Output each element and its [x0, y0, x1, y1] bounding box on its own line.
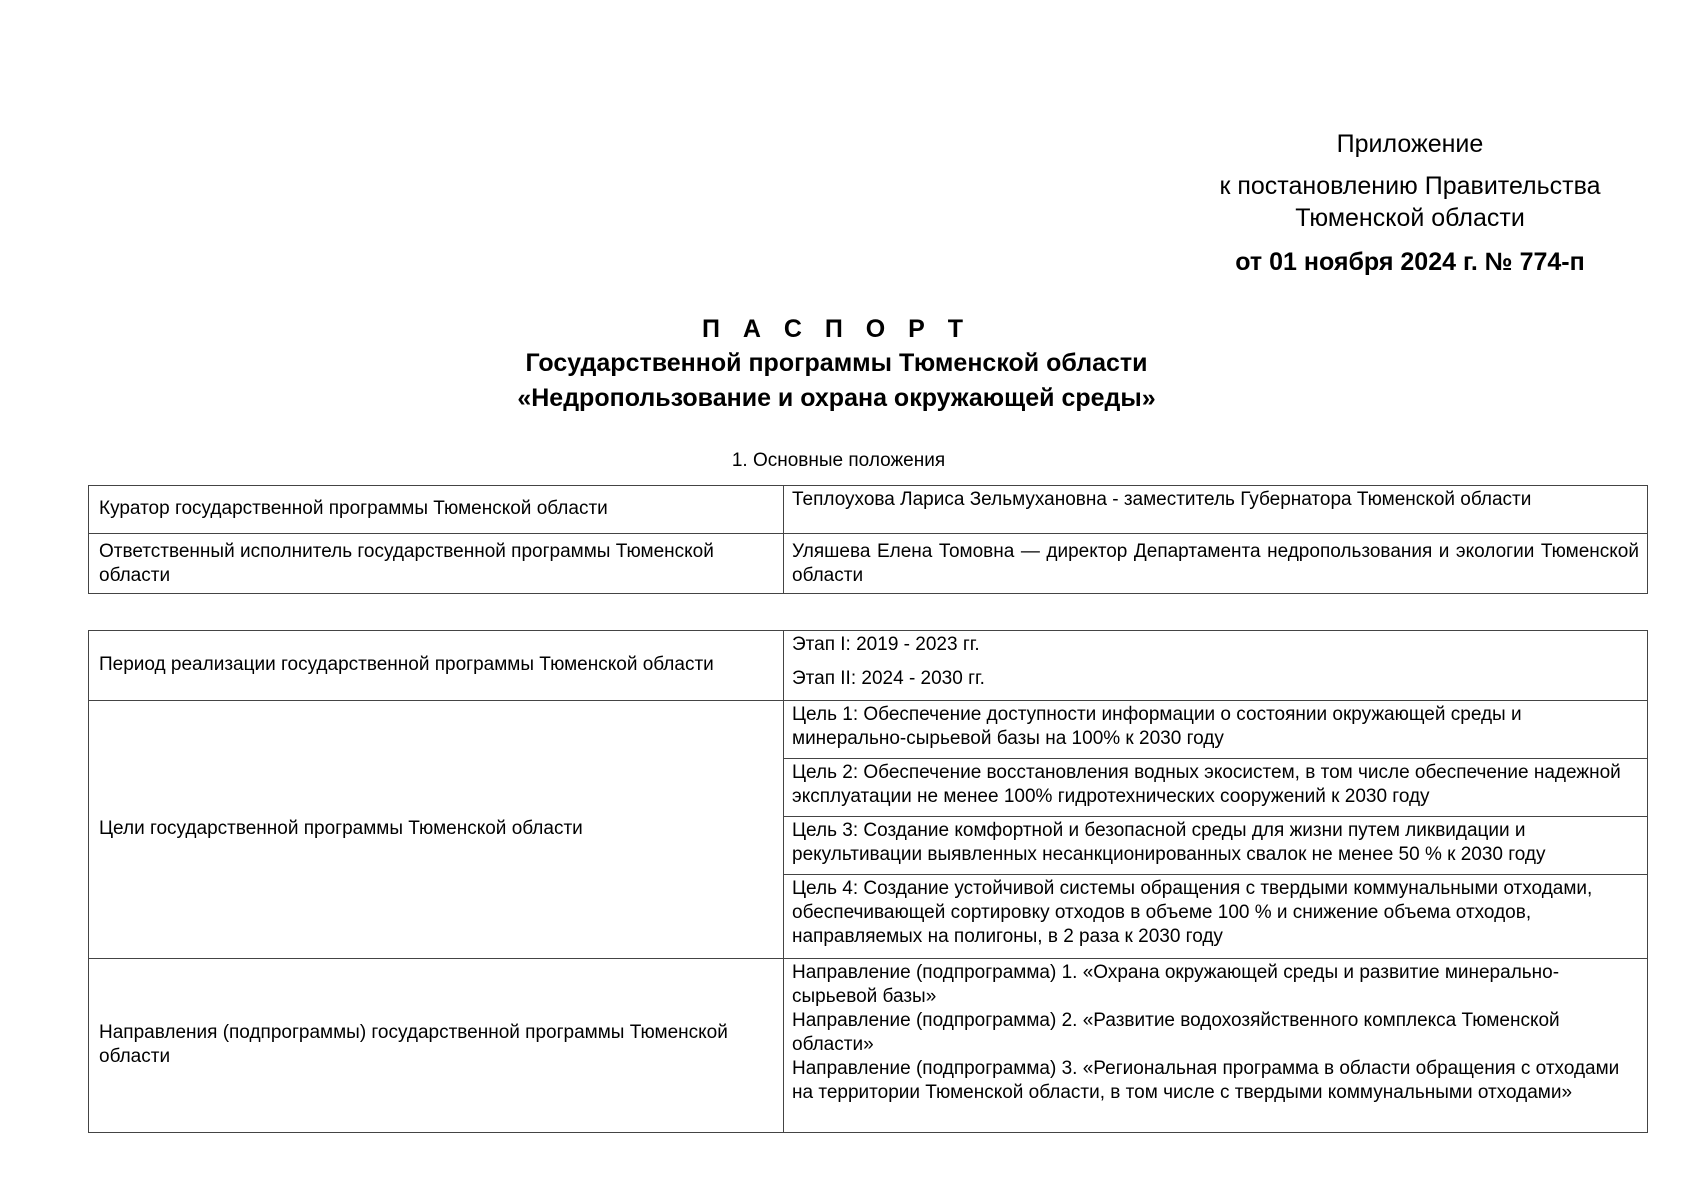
period-label: Период реализации государственной программы Тюменской области — [89, 631, 784, 701]
appendix-date-number: от 01 ноября 2024 г. № 774-п — [1235, 248, 1585, 276]
table-cell-label: Ответственный исполнитель государственной программы Тюменской области — [89, 534, 784, 594]
program-details-table — [88, 630, 1648, 1133]
appendix-resolution: к постановлению Правительства — [1219, 172, 1601, 200]
table-row — [89, 486, 1648, 534]
table-row-directions — [89, 959, 1648, 1133]
goals-label: Цели государственной программы Тюменской области — [89, 701, 784, 959]
goal-item: Цель 2: Обеспечение восстановления водных экосистем, в том числе обеспечение надежной эксплуатации не менее 100% гидротехнических сооружений к 2030 году — [784, 759, 1648, 817]
direction-item: Направление (подпрограмма) 2. «Развитие водохозяйственного комплекса Тюменской области» — [792, 1010, 1560, 1055]
appendix-header — [1180, 128, 1640, 278]
stage-1: Этап I: 2019 - 2023 гг. — [792, 634, 980, 655]
appendix-title: Приложение — [1336, 130, 1484, 158]
table-row-goal — [89, 701, 1648, 759]
goal-item: Цель 4: Создание устойчивой системы обращения с твердыми коммунальными отходами, обеспечивающей сортировку отходов в объеме 100 % и снижение объема отходов, направляемых на полигоны, в 2 раза к 2030 году — [784, 875, 1648, 959]
passport-heading: П А С П О Р Т — [701, 315, 972, 343]
appendix-region: Тюменской области — [1295, 204, 1525, 232]
table-row — [89, 534, 1648, 594]
direction-item: Направление (подпрограмма) 3. «Региональная программа в области обращения с отходами на территории Тюменской области, в том числе с твердыми коммунальными отходами» — [792, 1058, 1620, 1103]
directions-label: Направления (подпрограммы) государственной программы Тюменской области — [89, 959, 784, 1133]
program-name: «Недропользование и охрана окружающей среды» — [517, 384, 1156, 412]
goal-item: Цель 1: Обеспечение доступности информации о состоянии окружающей среды и минерально-сырьевой базы на 100% к 2030 году — [784, 701, 1648, 759]
directions-value — [784, 959, 1648, 1133]
table-cell-label: Куратор государственной программы Тюменской области — [89, 486, 784, 534]
goal-item: Цель 3: Создание комфортной и безопасной среды для жизни путем ликвидации и рекультивации выявленных несанкционированных свалок не менее 50 % к 2030 году — [784, 817, 1648, 875]
main-provisions-table — [88, 485, 1648, 594]
period-value — [784, 631, 1648, 701]
stage-2: Этап II: 2024 - 2030 гг. — [792, 668, 985, 689]
document-title — [0, 312, 1697, 416]
table-row-period — [89, 631, 1648, 701]
direction-item: Направление (подпрограмма) 1. «Охрана окружающей среды и развитие минерально-сырьевой базы» — [792, 962, 1560, 1007]
program-title: Государственной программы Тюменской области — [525, 349, 1148, 377]
table-cell-value: Теплоухова Лариса Зельмухановна - заместитель Губернатора Тюменской области — [784, 486, 1648, 534]
table-cell-value: Уляшева Елена Томовна — директор Департамента недропользования и экологии Тюменской области — [784, 534, 1648, 594]
section-heading: 1. Основные положения — [731, 450, 946, 471]
